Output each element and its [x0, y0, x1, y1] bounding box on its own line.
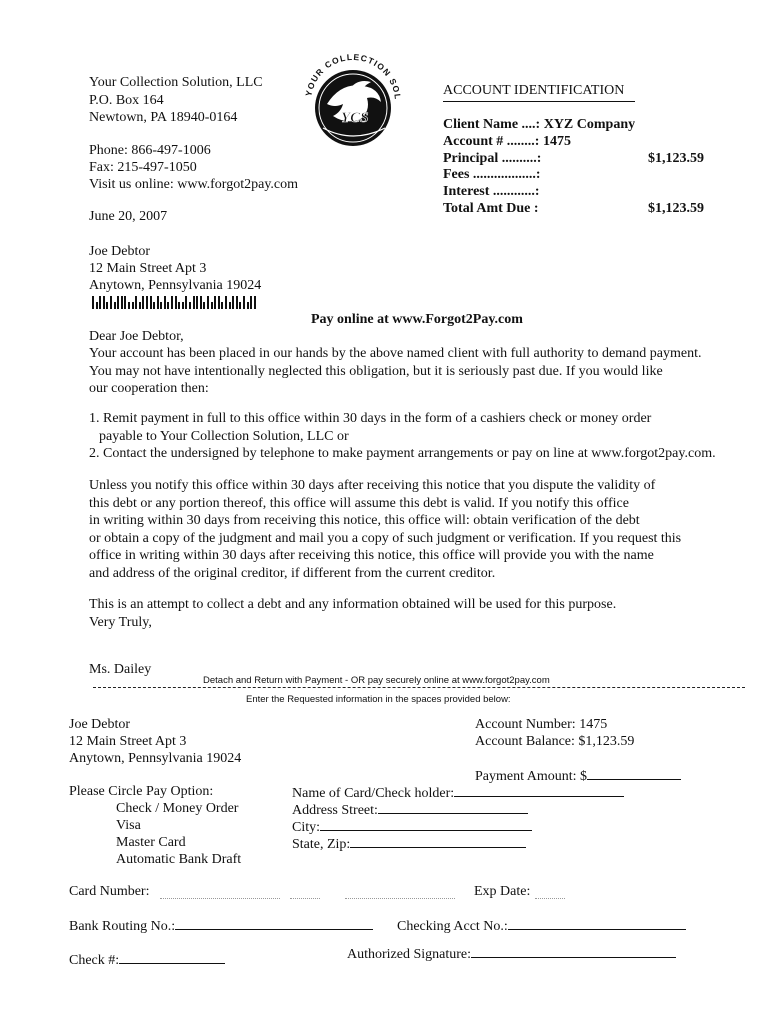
fees-label: Fees ..................: [443, 167, 541, 182]
barcode-bar [99, 296, 101, 309]
barcode-bar [239, 302, 241, 309]
barcode-bar [211, 302, 213, 309]
exp-date-blank[interactable] [535, 886, 565, 904]
barcode-bar [182, 302, 184, 309]
barcode-bar [121, 296, 123, 309]
pay-option-check-money-order[interactable]: Check / Money Order [116, 801, 239, 816]
bank-routing-field[interactable] [69, 916, 373, 935]
paragraph-2-line: or obtain a copy of the judgment and mail you a copy of such judgment or verification. If you request this [89, 530, 682, 546]
card-holder-blank[interactable] [454, 783, 624, 797]
detach-divider [93, 687, 745, 688]
barcode-bar [110, 296, 112, 309]
barcode-bar [92, 296, 94, 309]
card-number-label: Card Number: [69, 884, 150, 899]
company-seal-logo [297, 42, 409, 154]
pay-online-banner: Pay online at www.Forgot2Pay.com [311, 312, 523, 327]
barcode-bar [132, 302, 134, 309]
barcode-bar [200, 296, 202, 309]
state-zip-blank[interactable] [350, 834, 526, 848]
card-number-blank-1[interactable] [160, 886, 280, 904]
checking-account-field[interactable] [397, 916, 686, 935]
state-zip-label: State, Zip: [292, 837, 351, 852]
paragraph-1-line: Your account has been placed in our hands by the above named client with full authority to demand payment. [89, 346, 702, 361]
account-number-value: 1475 [542, 134, 571, 149]
paragraph-2-line: Unless you notify this office within 30 days after receiving this notice that you dispute the validity of [89, 478, 656, 493]
account-number-label: Account # ........: [443, 134, 543, 149]
total-amount-due-value: $1,123.59 [648, 201, 704, 216]
exp-date-label: Exp Date: [474, 884, 531, 899]
barcode-bar [207, 296, 209, 309]
pay-option-automatic-bank-draft[interactable]: Automatic Bank Draft [116, 852, 242, 867]
barcode-bar [232, 296, 234, 309]
account-number-row [443, 133, 571, 150]
checking-account-blank[interactable] [508, 916, 686, 930]
authorized-signature-label: Authorized Signature: [347, 947, 472, 962]
seal-ring-text: YOUR COLLECTION SOL [303, 51, 404, 101]
barcode-bar [114, 302, 116, 309]
principal-value: $1,123.59 [648, 151, 704, 166]
recipient-city: Anytown, Pennsylvania 19024 [89, 278, 262, 293]
paragraph-3 [89, 596, 616, 631]
barcode-bar [193, 296, 195, 309]
paragraph-2 [89, 477, 681, 582]
client-name-label: Client Name ....: [443, 117, 544, 132]
barcode-bar [243, 296, 245, 309]
barcode-bar [135, 296, 137, 309]
barcode-bar [203, 302, 205, 309]
barcode-bar [160, 302, 162, 309]
barcode-bar [106, 302, 108, 309]
recipient-street: 12 Main Street Apt 3 [89, 261, 207, 276]
paragraph-3-line: This is an attempt to collect a debt and any information obtained will be used for this purpose. [89, 597, 617, 612]
coupon-name: Joe Debtor [69, 717, 131, 732]
paragraph-2-line: this debt or any portion thereof, this office will assume this debt is valid. If you notify this office [89, 495, 629, 511]
paragraph-2-line: in writing within 30 days from receiving this notice, this office will: obtain verification of the debt [89, 513, 640, 528]
list-item: payable to Your Collection Solution, LLC or [99, 428, 349, 444]
payment-amount-blank[interactable] [587, 766, 681, 780]
barcode-bar [164, 296, 166, 309]
recipient-name: Joe Debtor [89, 244, 151, 259]
barcode-bar [254, 296, 256, 309]
sender-name: Your Collection Solution, LLC [89, 75, 263, 90]
salutation: Dear Joe Debtor, [89, 329, 184, 344]
barcode-bar [178, 302, 180, 309]
barcode-bar [142, 296, 144, 309]
postal-barcode [92, 296, 257, 310]
address-street-label: Address Street: [292, 803, 378, 818]
city-label: City: [292, 820, 321, 835]
account-identification-heading: ACCOUNT IDENTIFICATION [443, 82, 635, 102]
sender-address-line-1: P.O. Box 164 [89, 93, 164, 108]
check-number-field[interactable] [69, 950, 225, 969]
barcode-bar [218, 296, 220, 309]
state-zip-field[interactable] [292, 834, 526, 853]
payment-options-list [89, 410, 716, 463]
circle-pay-option-label: Please Circle Pay Option: [69, 784, 214, 799]
enter-information-instruction: Enter the Requested information in the spaces provided below: [246, 694, 511, 705]
signer-name: Ms. Dailey [89, 662, 152, 677]
pay-option-visa[interactable]: Visa [116, 818, 141, 833]
principal-label: Principal ..........: [443, 151, 542, 166]
checking-account-label: Checking Acct No.: [397, 919, 508, 934]
barcode-bar [229, 302, 231, 309]
barcode-bar [250, 296, 252, 309]
sender-phone: Phone: 866-497-1006 [89, 143, 211, 158]
barcode-bar [236, 296, 238, 309]
barcode-bar [175, 296, 177, 309]
card-holder-label: Name of Card/Check holder: [292, 786, 455, 801]
paragraph-2-line: office in writing within 30 days after receiving this notice, this office will provide you with the name [89, 548, 654, 563]
barcode-bar [157, 296, 159, 309]
barcode-bar [146, 296, 148, 309]
authorized-signature-field[interactable] [347, 944, 676, 963]
barcode-bar [247, 302, 249, 309]
sender-address-line-2: Newtown, PA 18940-0164 [89, 110, 238, 125]
coupon-account-balance: Account Balance: $1,123.59 [475, 734, 635, 749]
seal-center-text: YCS [341, 110, 369, 126]
bank-routing-blank[interactable] [175, 916, 373, 930]
coupon-account-number: Account Number: 1475 [475, 717, 608, 732]
paragraph-1-line: our cooperation then: [89, 381, 209, 396]
barcode-bar [167, 302, 169, 309]
paragraph-1-line: You may not have intentionally neglected this obligation, but it is seriously past due. If you would like [89, 363, 663, 379]
barcode-bar [189, 302, 191, 309]
pay-option-master-card[interactable]: Master Card [116, 835, 186, 850]
interest-label: Interest ............: [443, 184, 540, 199]
authorized-signature-blank[interactable] [471, 944, 676, 958]
barcode-bar [214, 296, 216, 309]
barcode-bar [128, 302, 130, 309]
detach-instruction: Detach and Return with Payment - OR pay securely online at www.forgot2pay.com [203, 675, 550, 686]
letter-date: June 20, 2007 [89, 209, 168, 224]
check-number-blank[interactable] [119, 950, 225, 964]
barcode-bar [150, 296, 152, 309]
barcode-bar [225, 296, 227, 309]
check-number-label: Check #: [69, 953, 120, 968]
barcode-bar [117, 296, 119, 309]
list-item: 1. Remit payment in full to this office within 30 days in the form of a cashiers check or money order [89, 411, 652, 426]
city-blank[interactable] [320, 817, 532, 831]
address-street-blank[interactable] [378, 800, 528, 814]
barcode-bar [185, 296, 187, 309]
coupon-city: Anytown, Pennsylvania 19024 [69, 751, 242, 766]
barcode-bar [171, 296, 173, 309]
card-number-blank-3[interactable] [345, 886, 455, 904]
barcode-bar [103, 296, 105, 309]
client-name-row [443, 116, 635, 133]
bank-routing-label: Bank Routing No.: [69, 919, 176, 934]
client-name-value: XYZ Company [543, 117, 636, 132]
barcode-bar [124, 296, 126, 309]
paragraph-2-line: and address of the original creditor, if different from the current creditor. [89, 565, 496, 581]
sender-website: Visit us online: www.forgot2pay.com [89, 177, 299, 192]
list-item: 2. Contact the undersigned by telephone to make payment arrangements or pay on line at www.forgot2pay.com. [89, 446, 716, 461]
paragraph-1 [89, 345, 701, 398]
barcode-bar [221, 302, 223, 309]
barcode-bar [96, 302, 98, 309]
barcode-bar [196, 296, 198, 309]
card-number-blank-2[interactable] [290, 886, 320, 904]
paragraph-3-line: Very Truly, [89, 614, 152, 630]
sender-fax: Fax: 215-497-1050 [89, 160, 197, 175]
total-amount-due-label: Total Amt Due : [443, 201, 539, 216]
barcode-bar [153, 302, 155, 309]
coupon-street: 12 Main Street Apt 3 [69, 734, 187, 749]
payment-amount-label: Payment Amount: $ [475, 769, 587, 784]
barcode-bar [139, 302, 141, 309]
